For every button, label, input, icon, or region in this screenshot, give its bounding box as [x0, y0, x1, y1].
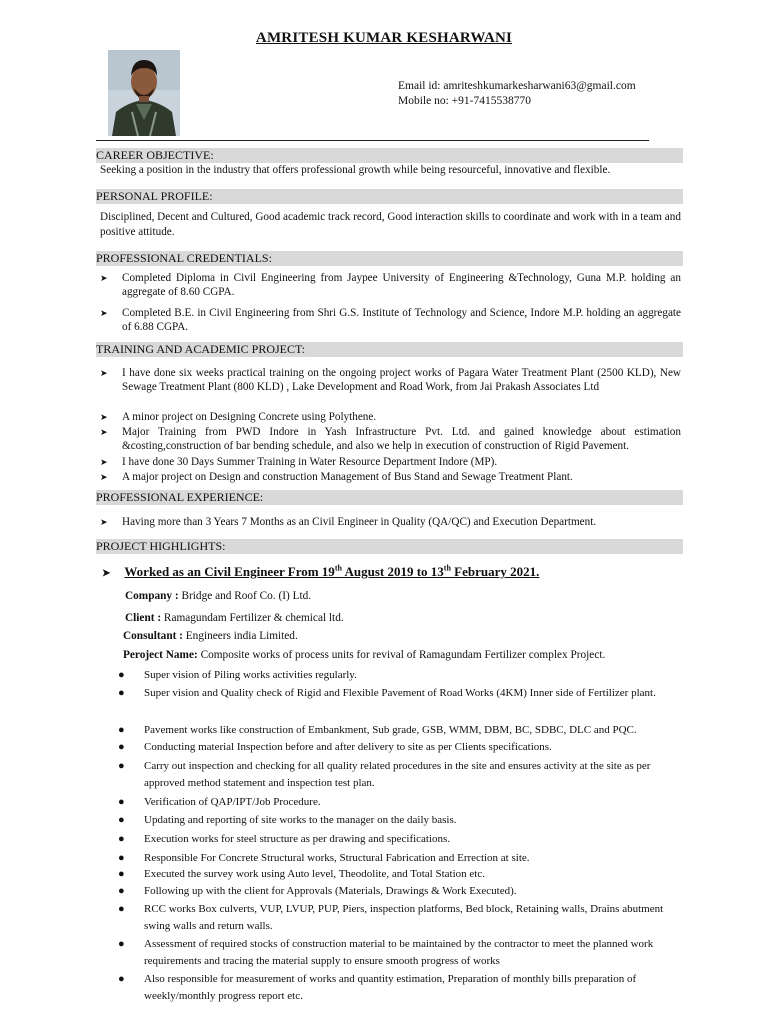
- training-item: ➤ A major project on Design and construction Management of Bus Stand and Sewage Treatment Plant.: [100, 471, 573, 483]
- bullet-dot-icon: ●: [118, 885, 125, 897]
- bullet-dot-icon: ●: [118, 973, 125, 985]
- arrow-bullet-icon: ➤: [100, 472, 108, 482]
- highlight-bullet: ● Pavement works like construction of Embankment, Sub grade, GSB, WMM, DBM, BC, SDBC, DLC and PQC.: [118, 722, 666, 739]
- header-divider: [96, 140, 649, 141]
- arrow-bullet-icon: ➤: [100, 273, 108, 283]
- bullet-dot-icon: ●: [118, 724, 125, 736]
- personal-profile-text: Disciplined, Decent and Cultured, Good academic track record, Good interaction skills to coordinate and work with in a team and positive attitude.: [100, 211, 681, 238]
- section-heading-training: TRAINING AND ACADEMIC PROJECT:: [96, 342, 683, 357]
- section-heading-project-highlights: PROJECT HIGHLIGHTS:: [96, 539, 683, 554]
- highlight-bullet: ● Conducting material Inspection before and after delivery to site as per Clients specifications.: [118, 739, 666, 756]
- candidate-name: AMRITESH KUMAR KESHARWANI: [255, 30, 513, 46]
- bullet-dot-icon: ●: [118, 741, 125, 753]
- career-objective-text: Seeking a position in the industry that offers professional growth while being resourceful, innovative and flexible.: [100, 164, 611, 176]
- bullet-dot-icon: ●: [118, 868, 125, 880]
- arrow-bullet-icon: ➤: [100, 517, 108, 527]
- highlight-bullet: ● Also responsible for measurement of works and quantity estimation, Preparation of monthly bills preparation of weekly/monthly progress report etc.: [118, 973, 637, 1002]
- arrow-bullet-icon: ➤: [100, 412, 108, 422]
- section-heading-professional-credentials: PROFESSIONAL CREDENTIALS:: [96, 251, 683, 266]
- mobile-text: Mobile no: +91-7415538770: [398, 95, 531, 107]
- bullet-dot-icon: ●: [118, 796, 125, 808]
- section-heading-personal-profile: PERSONAL PROFILE:: [96, 189, 683, 204]
- job-title-line: ➤ Worked as an Civil Engineer From 19th August 2019 to 13th February 2021.: [102, 564, 540, 580]
- highlight-bullet: ● Execution works for steel structure as per drawing and specifications.: [118, 831, 666, 848]
- bullet-dot-icon: ●: [118, 669, 125, 681]
- contact-block: [398, 79, 636, 109]
- company-line: Company : Bridge and Roof Co. (I) Ltd.: [125, 590, 312, 602]
- consultant-line: Consultant : Engineers india Limited.: [123, 630, 298, 642]
- highlight-bullet: ● Carry out inspection and checking for all quality related procedures in the site and ensures activity at the site as per approved method statement and inspection test plan.: [118, 760, 651, 789]
- experience-item: ➤ Having more than 3 Years 7 Months as an Civil Engineer in Quality (QA/QC) and Execution Department.: [100, 516, 597, 528]
- highlight-bullet: ● Verification of QAP/IPT/Job Procedure.: [118, 794, 666, 811]
- arrow-bullet-icon: ➤: [100, 308, 108, 318]
- bullet-dot-icon: ●: [118, 903, 125, 915]
- credential-item: ➤ Completed Diploma in Civil Engineering from Jaypee University of Engineering &Technology, Guna M.P. holding an aggregate of 8.60 CGPA.: [100, 272, 681, 298]
- highlight-bullet: ● Super vision and Quality check of Rigid and Flexible Pavement of Road Works (4KM) Inner side of Fertilizer plant.: [118, 685, 666, 702]
- highlight-bullet: ● Updating and reporting of site works to the manager on the daily basis.: [118, 812, 666, 829]
- bullet-dot-icon: ●: [118, 814, 125, 826]
- credential-item: ➤ Completed B.E. in Civil Engineering from Shri G.S. Institute of Technology and Science, Indore M.P. holding an aggregate of 6.88 CGPA.: [100, 307, 681, 333]
- arrow-bullet-icon: ➤: [102, 568, 111, 580]
- section-heading-professional-experience: PROFESSIONAL EXPERIENCE:: [96, 490, 683, 505]
- highlight-bullet: ● Executed the survey work using Auto level, Theodolite, and Total Station etc.: [118, 866, 666, 883]
- arrow-bullet-icon: ➤: [100, 368, 108, 378]
- highlight-bullet: ● Responsible For Concrete Structural works, Structural Fabrication and Errection at site.: [118, 850, 666, 867]
- bullet-dot-icon: ●: [118, 687, 125, 699]
- arrow-bullet-icon: ➤: [100, 457, 108, 467]
- email-text: Email id: amriteshkumarkesharwani63@gmail.com: [398, 80, 636, 92]
- training-item: ➤ I have done six weeks practical training on the ongoing project works of Pagara Water Treatment Plant (2500 KLD), New Sewage Treatment Plant (800 KLD) , Lake Development and Road Work, from Jai Prakash Associates Ltd: [100, 367, 681, 393]
- highlight-bullet: ● Assessment of required stocks of construction material to be maintained by the contractor to meet the planned work requirements and tracing the material supply to ensure smooth progress of works: [118, 938, 654, 967]
- highlight-bullet: ● Following up with the client for Approvals (Materials, Drawings & Work Executed).: [118, 883, 666, 900]
- bullet-dot-icon: ●: [118, 852, 125, 864]
- highlight-bullet: ● Super vision of Piling works activities regularly.: [118, 667, 666, 684]
- section-heading-career-objective: CAREER OBJECTIVE:: [96, 148, 683, 163]
- training-item: ➤ Major Training from PWD Indore in Yash Infrastructure Pvt. Ltd. and gained knowledge about estimation &costing,construction of bar bending schedule, and also we help in execution of construction of Rigid Pavement.: [100, 426, 681, 452]
- profile-photo: [108, 50, 180, 136]
- client-line: Client : Ramagundam Fertilizer & chemical ltd.: [125, 612, 344, 624]
- training-item: ➤ I have done 30 Days Summer Training in Water Resource Department Indore (MP).: [100, 456, 498, 468]
- training-item: ➤ A minor project on Designing Concrete using Polythene.: [100, 411, 377, 423]
- bullet-dot-icon: ●: [118, 938, 125, 950]
- bullet-dot-icon: ●: [118, 833, 125, 845]
- highlight-bullet: ● RCC works Box culverts, VUP, LVUP, PUP, Piers, inspection platforms, Bed block, Retaining walls, Drains abutment swing walls and return walls.: [118, 903, 664, 932]
- arrow-bullet-icon: ➤: [100, 427, 108, 437]
- bullet-dot-icon: ●: [118, 760, 125, 772]
- project-name-line: Peroject Name: Composite works of process units for revival of Ramagundam Fertilizer complex Project.: [123, 649, 606, 661]
